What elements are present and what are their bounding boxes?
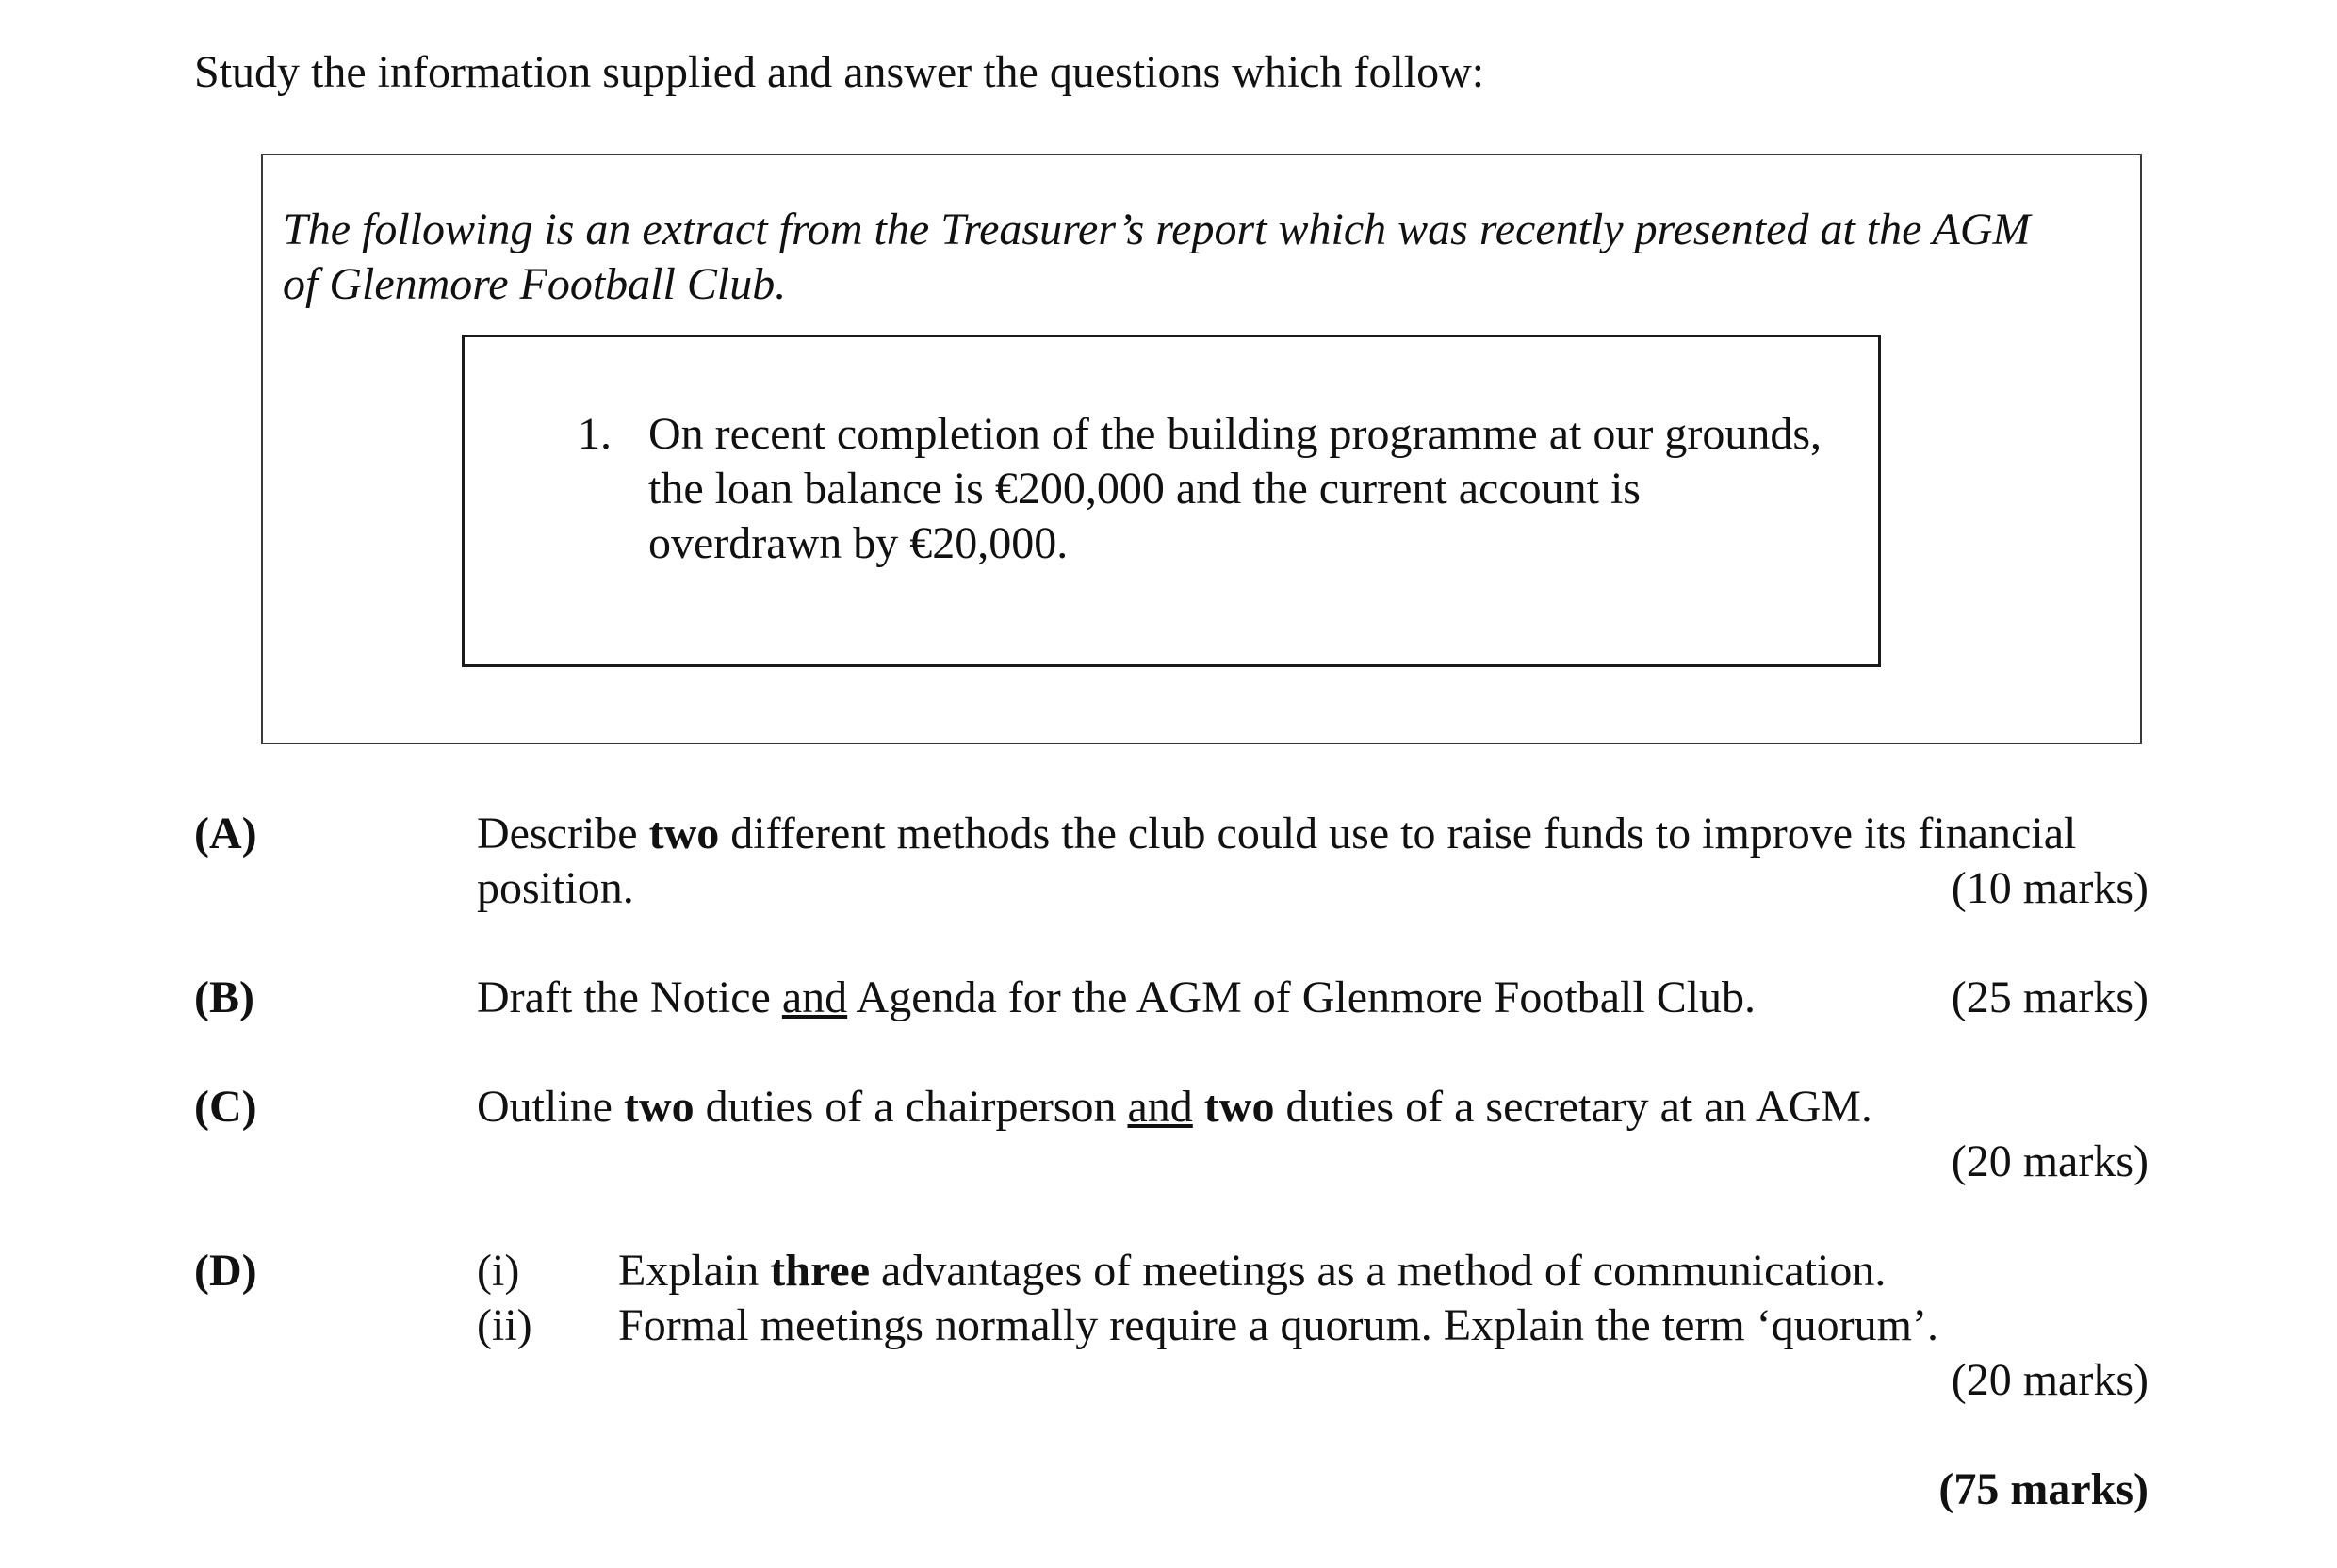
question-d-i-label: (i) — [477, 1246, 520, 1296]
report-item-text: On recent completion of the building programme at our grounds, the loan balance is €200,000 and the current account is overdrawn by €20,000. — [648, 409, 1822, 568]
question-a-marks: (10 marks) — [1951, 863, 2149, 913]
question-d-marks: (20 marks) — [1951, 1355, 2149, 1405]
question-b-text: Draft the Notice and Agenda for the AGM of Glenmore Football Club. — [477, 972, 1757, 1022]
question-b-label: (B) — [194, 972, 254, 1022]
extract-intro-text: The following is an extract from the Treasurer’s report which was recently presented at the AGM of Glenmore Football Club. — [283, 204, 2031, 309]
report-item-number: 1. — [578, 409, 612, 459]
question-d-ii-label: (ii) — [477, 1300, 532, 1350]
question-d-ii-text: Formal meetings normally require a quorum. Explain the term ‘quorum’. — [618, 1300, 1938, 1350]
question-a-label: (A) — [194, 808, 257, 858]
question-c-text: Outline two duties of a chairperson and two duties of a secretary at an AGM. — [477, 1082, 1872, 1132]
question-a-text: Describe two different methods the club could use to raise funds to improve its financial position. — [477, 808, 2077, 913]
question-d-label: (D) — [194, 1246, 257, 1296]
question-c-label: (C) — [194, 1082, 257, 1132]
question-b-marks: (25 marks) — [1951, 972, 2149, 1022]
question-c-marks: (20 marks) — [1951, 1136, 2149, 1186]
instructions: Study the information supplied and answer the questions which follow: — [194, 47, 1485, 97]
question-d-i-text: Explain three advantages of meetings as a method of communication. — [618, 1246, 1887, 1296]
total-marks: (75 marks) — [1938, 1464, 2149, 1514]
